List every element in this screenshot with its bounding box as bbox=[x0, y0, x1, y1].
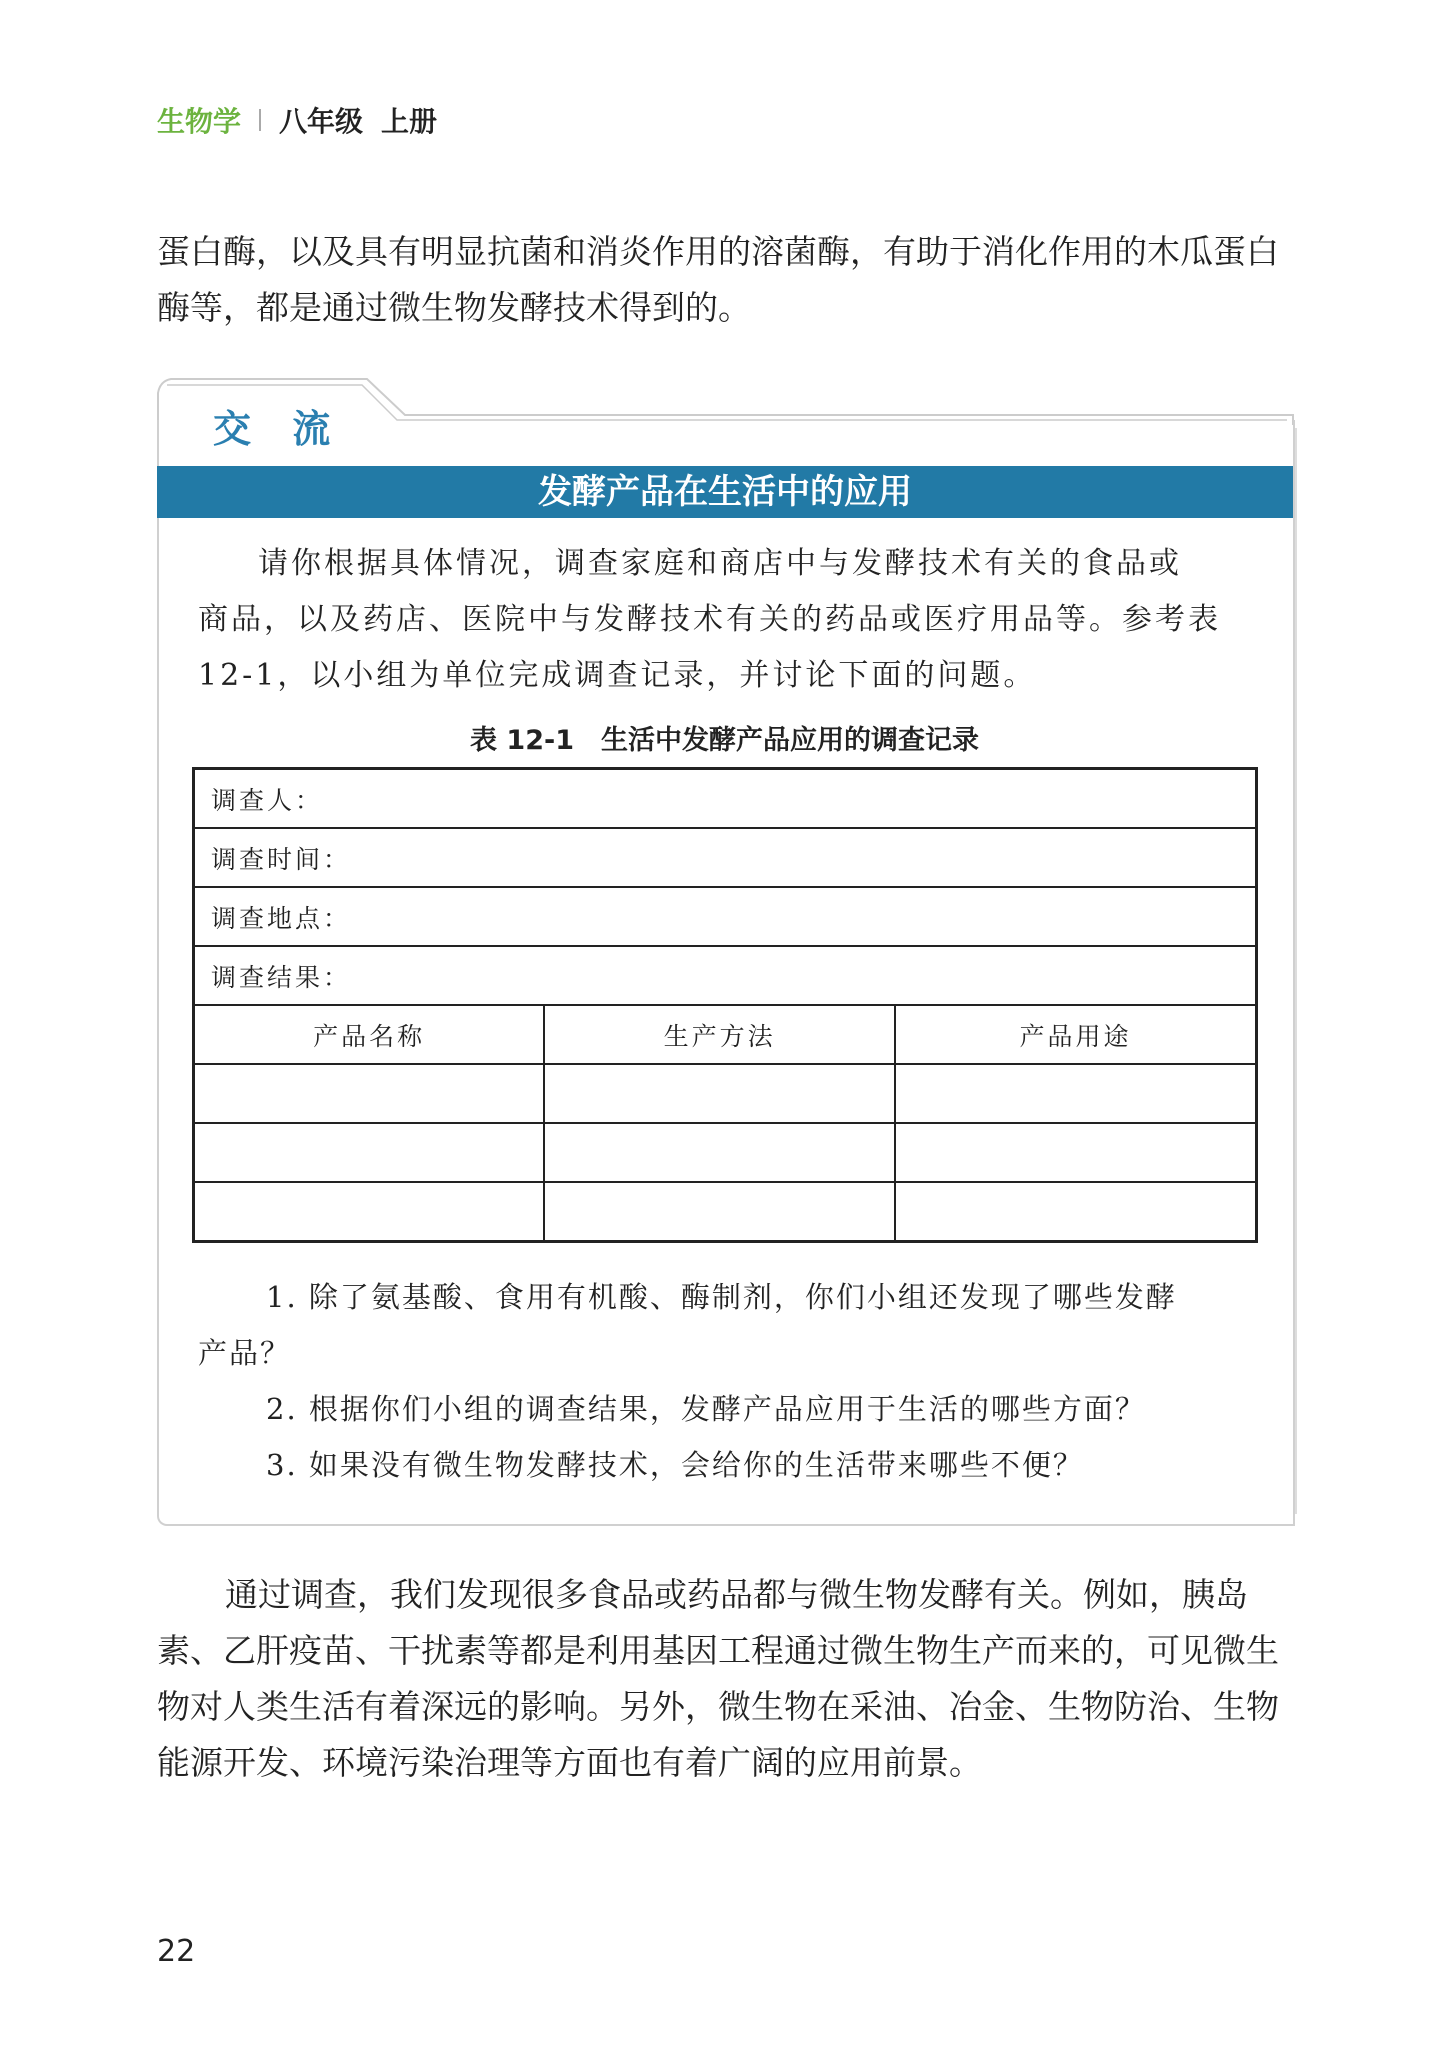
table-cell bbox=[895, 1064, 1256, 1123]
column-header: 产品用途 bbox=[895, 1005, 1256, 1064]
survey-table bbox=[192, 767, 1258, 1243]
box-edge bbox=[1291, 428, 1297, 1514]
subject: 生物学 bbox=[157, 105, 242, 138]
box-title: 发酵产品在生活中的应用 bbox=[157, 466, 1293, 518]
box-intro bbox=[198, 536, 1256, 704]
question: 3. 如果没有微生物发酵技术，会给你的生活带来哪些不便？ bbox=[266, 1448, 1084, 1482]
column-header: 产品名称 bbox=[194, 1005, 545, 1064]
text-line: 蛋白酶，以及具有明显抗菌和消炎作用的溶菌酶，有助于消化作用的木瓜蛋白 bbox=[157, 232, 1279, 271]
question: 2. 根据你们小组的调查结果，发酵产品应用于生活的哪些方面？ bbox=[266, 1392, 1146, 1426]
table-cell bbox=[895, 1123, 1256, 1182]
table-cell bbox=[544, 1064, 895, 1123]
text-line: 素、乙肝疫苗、干扰素等都是利用基因工程通过微生物生产而来的，可见微生 bbox=[157, 1631, 1279, 1670]
text-line: 物对人类生活有着深远的影响。另外，微生物在采油、冶金、生物防治、生物 bbox=[157, 1687, 1279, 1726]
table-caption: 表 12-1 生活中发酵产品应用的调查记录 bbox=[470, 725, 979, 756]
header-divider bbox=[259, 109, 261, 131]
text-line: 能源开发、环境污染治理等方面也有着广阔的应用前景。 bbox=[157, 1743, 982, 1782]
field-place: 调查地点： bbox=[194, 887, 1257, 946]
paragraph-bottom bbox=[157, 1567, 1293, 1791]
column-header: 生产方法 bbox=[544, 1005, 895, 1064]
volume: 上册 bbox=[381, 105, 438, 138]
table-cell bbox=[895, 1182, 1256, 1242]
text-line: 商品，以及药店、医院中与发酵技术有关的药品或医疗用品等。参考表 bbox=[198, 602, 1221, 637]
running-header bbox=[157, 100, 437, 140]
field-investigator: 调查人： bbox=[194, 769, 1257, 829]
text-line: 通过调查，我们发现很多食品或药品都与微生物发酵有关。例如，胰岛 bbox=[225, 1575, 1248, 1614]
table-row bbox=[194, 1182, 1257, 1242]
discussion-questions bbox=[198, 1269, 1256, 1493]
field-result: 调查结果： bbox=[194, 946, 1257, 1005]
text-line: 请你根据具体情况，调查家庭和商店中与发酵技术有关的食品或 bbox=[258, 546, 1182, 581]
table-cell bbox=[544, 1182, 895, 1242]
table-row bbox=[194, 1064, 1257, 1123]
table-cell bbox=[544, 1123, 895, 1182]
paragraph-top bbox=[157, 224, 1293, 336]
text-line: 酶等，都是通过微生物发酵技术得到的。 bbox=[157, 288, 751, 327]
table-cell bbox=[194, 1064, 545, 1123]
table-row bbox=[194, 1123, 1257, 1182]
question: 1. 除了氨基酸、食用有机酸、酶制剂，你们小组还发现了哪些发酵 bbox=[266, 1280, 1177, 1314]
table-cell bbox=[194, 1182, 545, 1242]
table-cell bbox=[194, 1123, 545, 1182]
grade: 八年级 bbox=[279, 105, 364, 138]
page-number: 22 bbox=[157, 1934, 196, 1969]
box-tab-label: 交 流 bbox=[213, 406, 345, 451]
field-time: 调查时间： bbox=[194, 828, 1257, 887]
text-line: 12-1，以小组为单位完成调查记录，并讨论下面的问题。 bbox=[198, 658, 1037, 693]
question-cont: 产品？ bbox=[198, 1336, 292, 1370]
